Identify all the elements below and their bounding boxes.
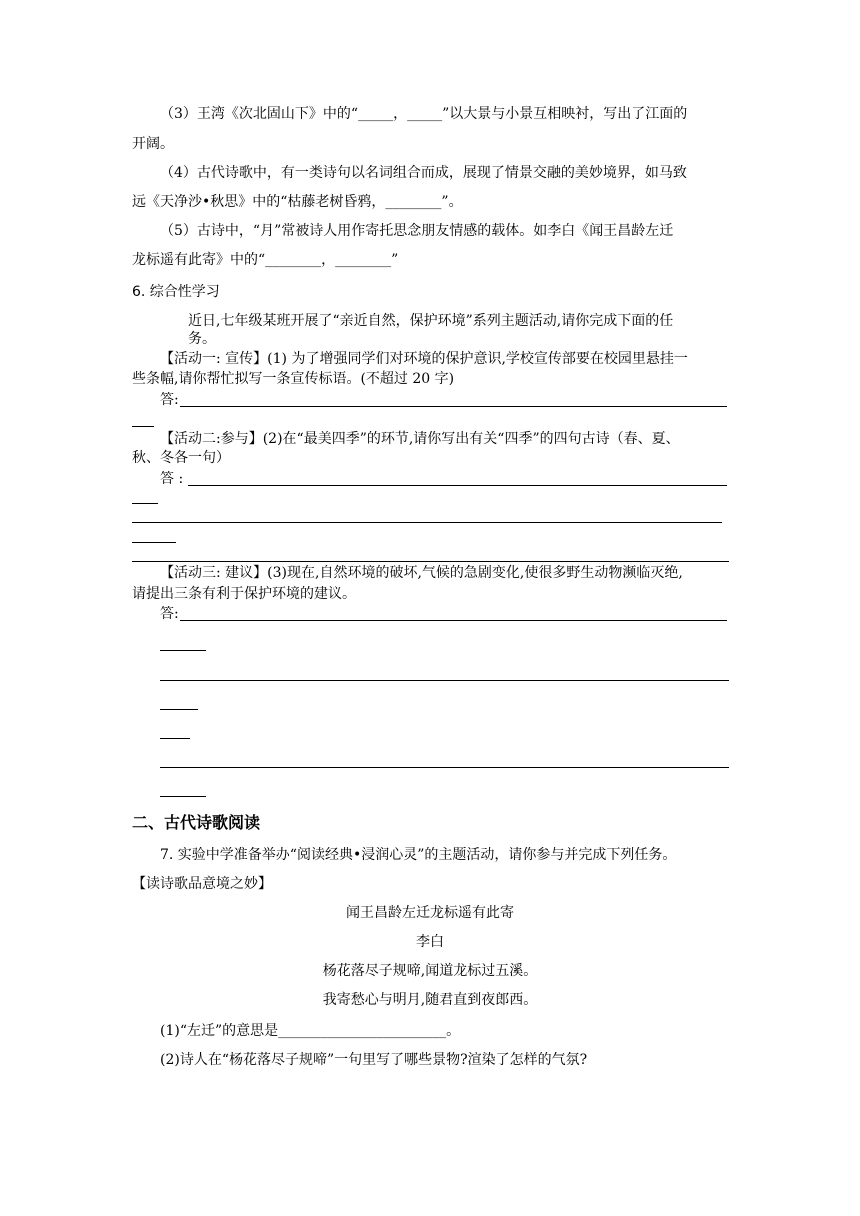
answer-line — [160, 709, 198, 710]
answer-line — [132, 542, 176, 543]
q6-act1-line2: 些条幅,请你帮忙拟写一条宣传标语。(不超过 20 字) — [132, 371, 455, 387]
q7-intro: 7. 实验中学准备举办“阅读经典•浸润心灵”的主题活动，请你参与并完成下列任务。 — [160, 847, 677, 863]
q6-intro-line2: 务。 — [188, 331, 216, 347]
answer-line — [160, 796, 206, 797]
q6-act2-line1: 【活动二:参与】(2)在“最美四季”的环节,请你写出有关“四季”的四句古诗（春、夏、 — [160, 431, 680, 447]
q6-act3-line2: 请提出三条有利于保护环境的建议。 — [132, 586, 356, 602]
q7-subheading: 【读诗歌品意境之妙】 — [132, 876, 272, 892]
q5-item4-line1: （4）古代诗歌中，有一类诗句以名词组合而成，展现了情景交融的美妙境界，如马致 — [160, 165, 687, 181]
q6-act2-line2: 秋、冬各一句） — [132, 450, 230, 466]
q6-act3-answer-label: 答: — [160, 606, 179, 622]
answer-line — [160, 738, 190, 739]
q5-item4-line2: 远《天净沙•秋思》中的“枯藤老树昏鸦，________”。 — [132, 194, 463, 210]
section-heading: 二、古代诗歌阅读 — [132, 813, 261, 832]
q5-item5-line1: （5）古诗中，“月”常被诗人用作寄托思念朋友情感的载体。如李白《闻王昌龄左迁 — [160, 223, 674, 239]
q6-act1-answer-label: 答: — [160, 392, 179, 408]
q5-item3-line2: 开阔。 — [132, 136, 174, 152]
q6-heading: 6. 综合性学习 — [132, 284, 220, 300]
q5-item5-line2: 龙标遥有此寄》中的“________，________” — [132, 252, 399, 268]
answer-line — [188, 485, 727, 486]
poem-title: 闻王昌龄左迁龙标遥有此寄 — [346, 905, 514, 921]
answer-line — [132, 522, 722, 523]
answer-line — [160, 680, 729, 681]
q6-intro-line1: 近日,七年级某班开展了“亲近自然，保护环境”系列主题活动,请你完成下面的任 — [188, 313, 674, 329]
answer-line — [132, 426, 154, 427]
answer-line — [132, 561, 729, 562]
answer-line — [160, 767, 729, 768]
poem-line-2: 我寄愁心与明月,随君直到夜郎西。 — [322, 992, 538, 1008]
answer-line — [180, 406, 727, 407]
q6-act2-answer-label: 答 : — [160, 471, 184, 487]
q7-sub2: (2)诗人在“杨花落尽子规啼”一句里写了哪些景物?渲染了怎样的气氛? — [160, 1052, 588, 1068]
answer-line — [160, 650, 206, 651]
poem-author: 李白 — [416, 934, 444, 950]
answer-line — [132, 503, 158, 504]
q6-act1-line1: 【活动一: 宣传】(1) 为了增强同学们对环境的保护意识,学校宣传部要在校园里悬挂一 — [160, 351, 688, 367]
poem-line-1: 杨花落尽子规啼,闻道龙标过五溪。 — [322, 963, 538, 979]
q7-sub1: (1)“左迁”的意思是________________________。 — [160, 1023, 461, 1039]
q5-item3-line1: （3）王湾《次北固山下》中的“_____，_____”以大景与小景互相映衬，写出了江面的 — [160, 106, 688, 122]
q6-act3-line1: 【活动三: 建议】(3)现在,自然环境的破坏,气候的急剧变化,使很多野生动物濒临灭绝, — [160, 565, 683, 581]
answer-line — [180, 620, 727, 621]
